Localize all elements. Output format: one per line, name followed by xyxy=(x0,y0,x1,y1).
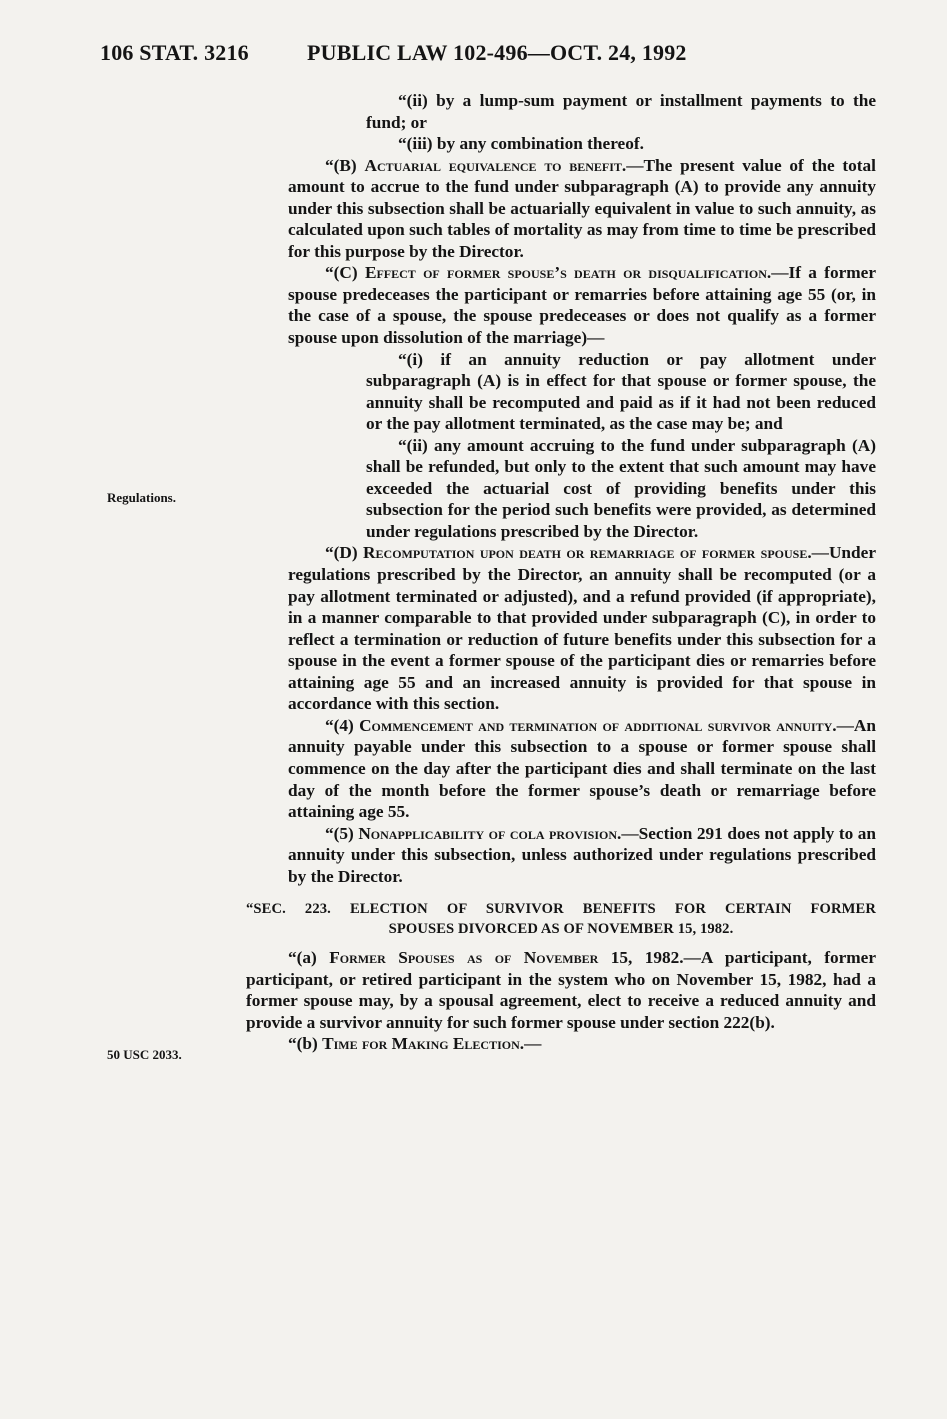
paragraph-4-heading: Commencement and termination of additional survivor annuity. xyxy=(359,715,837,735)
subparagraph-b xyxy=(288,155,876,263)
clause-c-i: “(i) if an annuity reduction or pay allotment under subparagraph (A) is in effect for that spouse or former spouse, the annuity shall be recomputed and paid as if it had not been reduced or the pay allotment terminated, as the case may be; and xyxy=(366,349,876,434)
page-header xyxy=(100,40,880,74)
subparagraph-d-heading: Recomputation upon death or remarriage of former spouse. xyxy=(363,543,812,563)
statute-text xyxy=(246,90,877,1055)
subsection-b-text: — xyxy=(524,1034,542,1054)
subsection-b xyxy=(246,1033,876,1055)
paragraph-5 xyxy=(288,823,876,888)
section-223-heading-line2: SPOUSES DIVORCED AS OF NOVEMBER 15, 1982. xyxy=(388,921,734,938)
subparagraph-b-text: —The present value of the total amount to accrue to the fund under subparagraph (A) to provide any annuity under this subsection shall be actuarially equivalent in value to such annuity, as calculated upon such tables of mortality as may from time to time be prescribed for this purpose by the Director. xyxy=(288,155,876,261)
section-223-heading xyxy=(246,899,876,939)
clause-iii-combination: “(iii) by any combination thereof. xyxy=(398,134,644,154)
clause-c-ii: “(ii) any amount accruing to the fund under subparagraph (A) shall be refunded, but only to the extent that such amount may have exceeded the actuarial cost of providing benefits under this subsection for the period such benefits were provided, as determined under regulations prescribed by the Director. xyxy=(366,435,876,541)
subsection-b-num: “(b) xyxy=(288,1034,318,1054)
clause-ii-payment: “(ii) by a lump-sum payment or installment payments to the fund; or xyxy=(366,91,876,132)
subparagraph-b-num: “(B) xyxy=(325,155,357,175)
paragraph-4-text: —An annuity payable under this subsection to a spouse or former spouse shall commence on the day after the participant dies and shall terminate on the last day of the month before the former spouse’s death or remarriage before attaining age 55. xyxy=(288,715,877,822)
subparagraph-d-text: —Under regulations prescribed by the Director, an annuity shall be recomputed (or a pay allotment terminated or adjusted), and a refund provided (if appropriate), in a manner comparable to that provided under subparagraph (C), in order to reflect a termination or reduction of future benefits under this subsection for a spouse in the event a former spouse of the participant dies or remarries before attaining age 55 and an increased annuity is provided for that spouse in accordance with this section. xyxy=(288,543,876,714)
subparagraph-d xyxy=(288,542,876,714)
subparagraph-d-num: “(D) xyxy=(325,543,358,563)
subsection-b-heading: Time for Making Election. xyxy=(322,1034,525,1054)
subsection-a xyxy=(246,947,876,1033)
paragraph-5-heading: Nonapplicability of cola provision. xyxy=(358,823,622,843)
margin-note-usc: 50 USC 2033. xyxy=(107,1047,182,1062)
margin-note-regulations: Regulations. xyxy=(107,490,176,505)
paragraph-4-num: “(4) xyxy=(325,715,354,735)
section-223-heading-line1: “SEC. 223. ELECTION OF SURVIVOR BENEFITS FOR CERTAIN FORMER xyxy=(246,901,876,918)
subparagraph-c xyxy=(288,262,876,348)
stat-citation: 106 STAT. 3216 xyxy=(100,40,249,65)
public-law-citation: PUBLIC LAW 102-496—OCT. 24, 1992 xyxy=(307,40,687,65)
subsection-a-heading: Former Spouses as of November 15, 1982. xyxy=(329,948,684,968)
subparagraph-c-heading: Effect of former spouse’s death or disqualification. xyxy=(364,263,772,283)
subparagraph-c-text: —If a former spouse predeceases the participant or remarries before attaining age 55 (or, in the case of a spouse, the spouse predeceases or does not qualify as a former spouse upon dissolution of the marriage)— xyxy=(288,263,876,348)
paragraph-4 xyxy=(288,715,876,823)
subparagraph-c-num: “(C) xyxy=(325,263,358,283)
paragraph-5-text: —Section 291 does not apply to an annuity under this subsection, unless authorized under regulations prescribed by the Director. xyxy=(288,823,876,886)
subsection-a-text: —A participant, former participant, or retired participant in the system who on November 15, 1982, had a former spouse may, by a spousal agreement, elect to receive a reduced annuity and provide a survivor annuity for such former spouse under section 222(b). xyxy=(246,948,876,1032)
paragraph-5-num: “(5) xyxy=(325,823,354,843)
subsection-a-num: “(a) xyxy=(288,948,317,968)
subparagraph-b-heading: Actuarial equivalence to benefit. xyxy=(364,155,627,175)
